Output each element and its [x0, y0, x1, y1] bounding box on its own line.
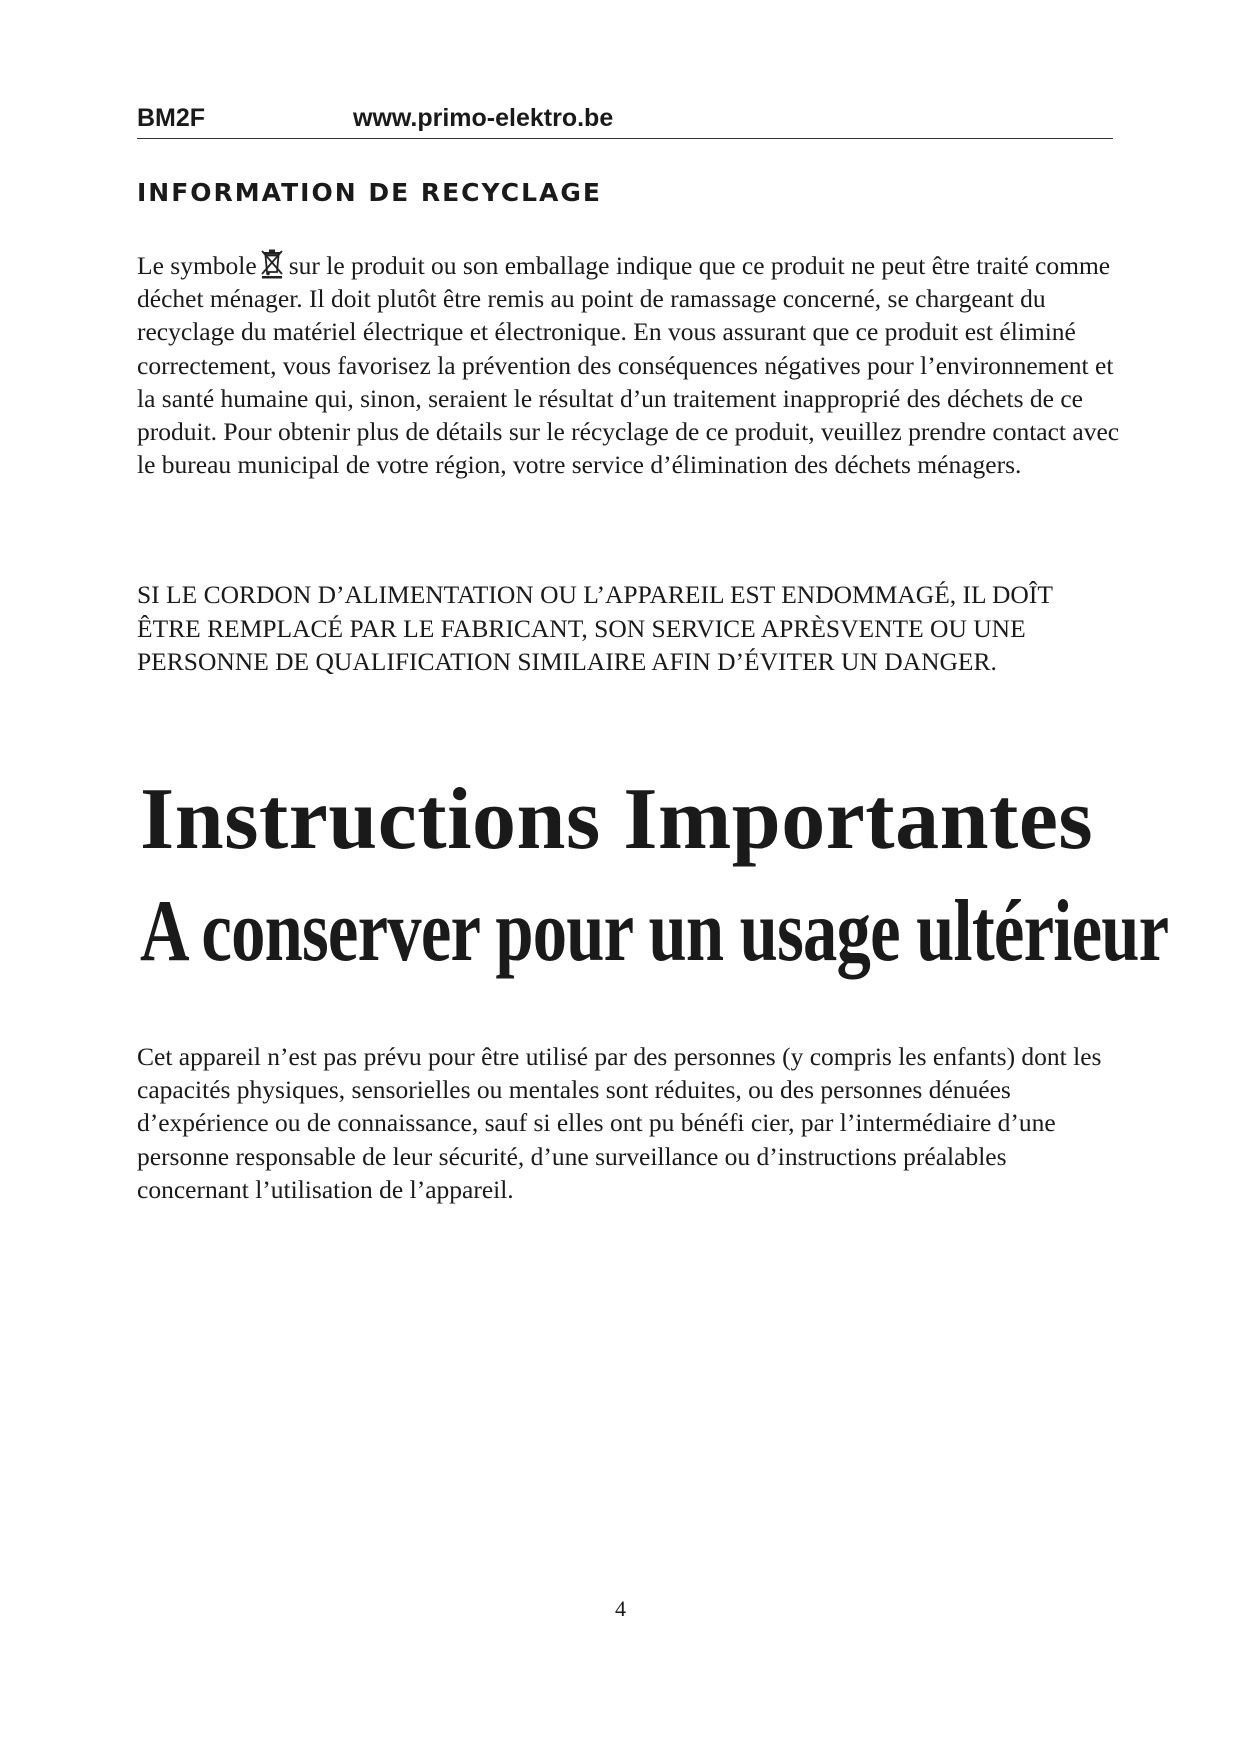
recycling-text-start: Le symbole	[137, 251, 257, 280]
power-cord-warning: SI LE CORDON D’ALIMENTATION OU L’APPAREIL EST ENDOMMAGÉ, IL DOÎT ÊTRE REMPLACÉ PAR LE FABRICANT, SON SERVICE APRÈSVENTE OU UNE PERSONNE DE QUALIFICATION SIMILAIRE AFIN D’ÉVITER UN DANGER.	[137, 580, 1053, 676]
crossed-out-wheelie-bin-icon	[259, 247, 285, 279]
recycling-paragraph	[137, 247, 1122, 481]
instructions-subtitle: A conserver pour un usage ultérieur	[140, 883, 1169, 980]
model-name: BM2F	[137, 104, 206, 132]
page-number: 4	[615, 1596, 626, 1621]
website-url: www.primo-elektro.be	[353, 104, 614, 132]
recycling-text-rest: sur le produit ou son emballage indique que ce produit ne peut être traité comme déchet ménager. Il doit plutôt être remis au point de ramassage concerné, se chargeant du recyclage du matériel électrique et électronique. En vous assurant que ce produit est éliminé correctement, vous favorisez la prévention des conséquences négatives pour l’environnement et la santé humaine qui, sinon, seraient le résultat d’un traitement inapproprié des déchets de ce produit. Pour obtenir plus de détails sur le récyclage de ce produit, veuillez prendre contact avec le bureau municipal de votre région, votre service d’élimination des déchets ménagers.	[137, 251, 1120, 480]
instructions-title: Instructions Importantes	[140, 771, 1094, 868]
page-header	[137, 100, 1113, 139]
safety-paragraph: Cet appareil n’est pas prévu pour être utilisé par des personnes (y compris les enfants) dont les capacités physiques, sensorielles ou mentales sont réduites, ou des personnes dénuées d’expérience ou de connaissance, sauf si elles ont pu bénéfi cier, par l’intermédiaire d’une personne responsable de leur sécurité, d’une surveillance ou d’instructions préalables concernant l’utilisation de l’appareil.	[137, 1042, 1102, 1204]
recycling-title: INFORMATION DE RECYCLAGE	[137, 178, 602, 207]
